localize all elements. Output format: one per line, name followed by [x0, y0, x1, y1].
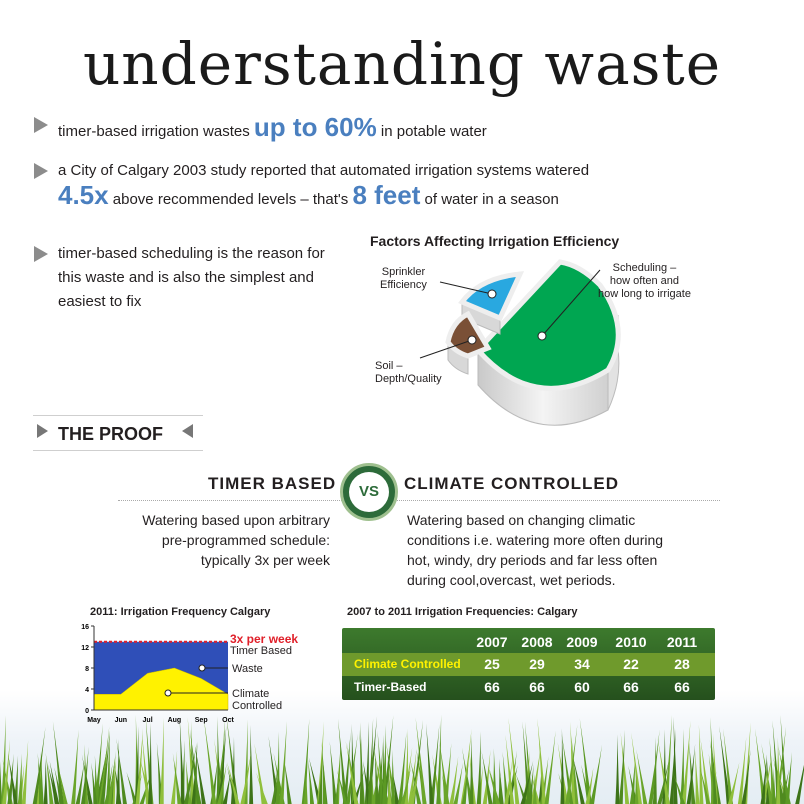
y-tick-label: 16 — [81, 624, 89, 631]
cell-timer-2009: 60 — [574, 679, 590, 695]
cell-climate-2007: 25 — [484, 656, 500, 672]
line-chart-title: 2011: Irrigation Frequency Calgary — [90, 606, 271, 618]
page-title: understanding waste — [82, 30, 722, 98]
y-tick-label: 8 — [85, 666, 89, 673]
cell-climate-2010: 22 — [623, 656, 639, 672]
cell-timer-2007: 66 — [484, 679, 500, 695]
climate-desc-line4: during cool,overcast, wet periods. — [407, 572, 616, 588]
x-tick-label: Jul — [142, 717, 153, 724]
timer-annotation-sub: Timer Based — [230, 645, 292, 657]
bullet-1 — [58, 112, 487, 143]
cell-timer-2011: 66 — [674, 679, 690, 695]
pie-label-soil — [375, 360, 442, 386]
timer-desc-line1: Watering based upon arbitrary — [142, 512, 330, 528]
y-tick-label: 12 — [81, 645, 89, 652]
vs-label: VS — [349, 472, 389, 512]
y-tick-label: 0 — [85, 708, 89, 715]
climate-annotation-line1: Climate — [232, 688, 270, 700]
climate-pointer-dot — [165, 690, 171, 696]
col-header-2007: 2007 — [476, 634, 508, 650]
pie-chart-title: Factors Affecting Irrigation Efficiency — [370, 233, 620, 249]
frequency-table — [342, 628, 715, 700]
proof-right-arrow-icon — [37, 424, 48, 438]
climate-desc-line1: Watering based on changing climatic — [407, 512, 636, 528]
pie-label-scheduling-line3: how long to irrigate — [598, 288, 691, 300]
pie-label-soil-line2: Depth/Quality — [375, 373, 442, 385]
climate-controlled-header: CLIMATE CONTROLLED — [404, 474, 620, 493]
pie-label-sprinkler-line2: Efficiency — [380, 279, 427, 291]
table-title: 2007 to 2011 Irrigation Frequencies: Calgary — [347, 606, 578, 618]
pie-label-scheduling-line2: how often and — [609, 275, 680, 287]
row-label-climate: Climate Controlled — [354, 657, 461, 671]
timer-desc-line3: typically 3x per week — [200, 552, 330, 568]
waste-pointer-dot — [199, 665, 205, 671]
timer-annotation: 3x per week — [230, 632, 299, 646]
bullet-2-highlight-1: 4.5x — [58, 180, 109, 210]
bullet-2-line1: a City of Calgary 2003 study reported that automated irrigation systems watered — [58, 162, 590, 179]
climate-desc-line2: conditions i.e. watering more often during — [407, 532, 664, 548]
proof-left-arrow-icon — [182, 424, 193, 438]
x-tick-label: May — [87, 717, 101, 724]
timer-based-description — [100, 510, 330, 570]
bullet-3-line3: easiest to fix — [58, 293, 142, 310]
pie-label-scheduling-line1: Scheduling – — [612, 262, 677, 274]
y-tick-label: 4 — [85, 687, 89, 694]
col-header-2011: 2011 — [666, 634, 698, 650]
pie-label-scheduling — [598, 262, 691, 301]
cell-climate-2009: 34 — [574, 656, 590, 672]
cell-timer-2008: 66 — [529, 679, 545, 695]
timer-desc-line2: pre-programmed schedule: — [161, 532, 330, 548]
col-header-2010: 2010 — [615, 634, 647, 650]
col-header-2009: 2009 — [566, 634, 598, 650]
bullet-1-text-end: in potable water — [380, 123, 487, 140]
bullet-2-text-end: of water in a season — [424, 191, 559, 208]
bullet-3-line1: timer-based scheduling is the reason for — [58, 245, 325, 262]
col-header-2008: 2008 — [521, 634, 553, 650]
x-tick-label: Sep — [194, 717, 208, 724]
timer-based-header: TIMER BASED — [208, 474, 337, 493]
climate-desc-line3: hot, windy, dry periods and far less often — [407, 552, 658, 568]
bullet-3-line2: this waste and is also the simplest and — [58, 269, 314, 286]
cell-climate-2008: 29 — [529, 656, 545, 672]
bullet-1-highlight: up to 60% — [253, 112, 377, 142]
x-tick-label: Oct — [222, 717, 234, 724]
bullet-2-text: above recommended levels – that's — [112, 191, 349, 208]
bullet-arrow-icon — [34, 117, 48, 133]
proof-heading: THE PROOF — [58, 424, 164, 444]
climate-annotation-line2: Controlled — [232, 700, 283, 712]
x-tick-label: Jun — [114, 717, 128, 724]
bullet-1-text: timer-based irrigation wastes — [58, 123, 250, 140]
divider — [118, 500, 720, 501]
pie-label-sprinkler — [380, 266, 427, 292]
waste-annotation: Waste — [232, 663, 263, 675]
bullet-arrow-icon — [34, 163, 48, 179]
bullet-arrow-icon — [34, 246, 48, 262]
cell-timer-2010: 66 — [623, 679, 639, 695]
pie-label-sprinkler-line1: Sprinkler — [381, 266, 426, 278]
bullet-2-highlight-2: 8 feet — [352, 180, 421, 210]
pie-label-soil-line1: Soil – — [375, 360, 403, 372]
bullet-2-line2 — [58, 180, 559, 211]
bullet-3 — [58, 242, 358, 314]
climate-annotation — [232, 688, 282, 712]
row-label-timer: Timer-Based — [354, 680, 427, 694]
climate-controlled-description — [407, 510, 727, 590]
x-tick-label: Aug — [167, 717, 182, 724]
cell-climate-2011: 28 — [674, 656, 690, 672]
